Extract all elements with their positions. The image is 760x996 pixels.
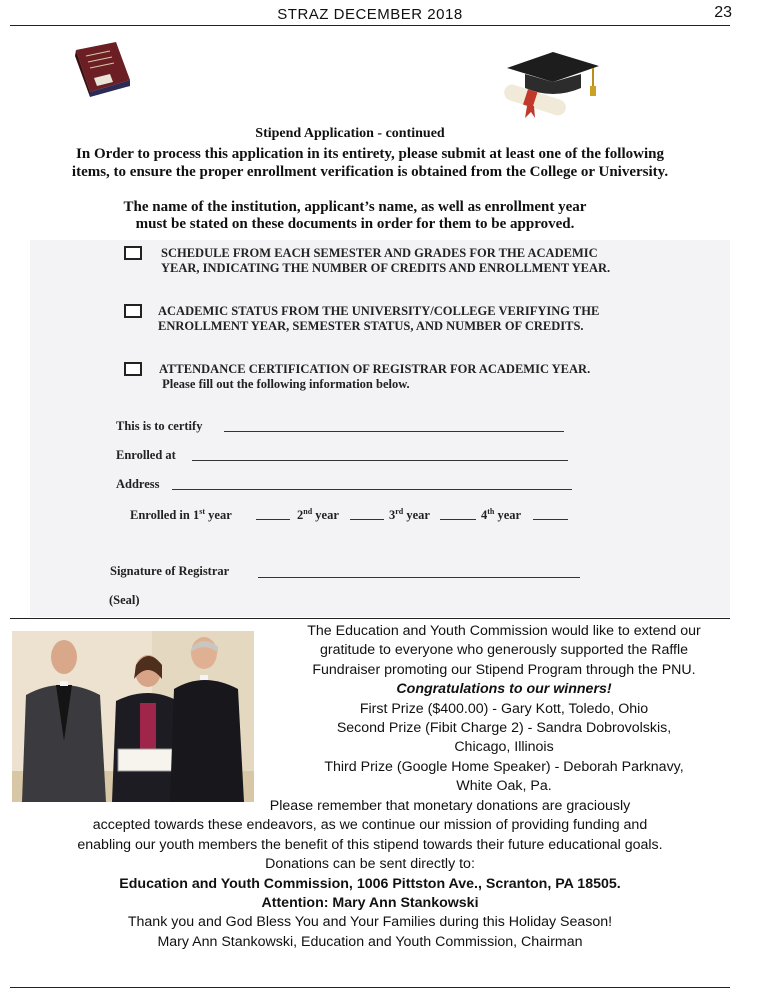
third-prize: Third Prize (Google Home Speaker) - Deborah Parknavy, xyxy=(324,758,684,775)
footer-divider xyxy=(10,987,730,988)
ordinal-suffix: nd xyxy=(303,507,313,516)
enrolled-at-field[interactable] xyxy=(192,460,568,461)
congrats-heading: Congratulations to our winners! xyxy=(396,681,612,698)
article-line: Donations can be sent directly to: xyxy=(265,856,475,873)
year-4-field[interactable] xyxy=(533,519,568,520)
certify-field[interactable] xyxy=(224,431,564,432)
option-academic-status xyxy=(158,304,599,334)
winners-photo xyxy=(12,631,254,802)
checkbox-academic-status[interactable] xyxy=(124,304,142,318)
intro-line: items, to ensure the proper enrollment verification is obtained from the College or University. xyxy=(71,164,669,180)
third-prize: White Oak, Pa. xyxy=(456,778,552,795)
year-word: year xyxy=(403,508,430,523)
mailing-address: Education and Youth Commission, 1006 Pittston Ave., Scranton, PA 18505. xyxy=(119,875,621,892)
ordinal-suffix: th xyxy=(487,507,495,516)
section-divider xyxy=(10,618,730,619)
enrolled-at-label: Enrolled at xyxy=(116,448,176,462)
signature-field[interactable] xyxy=(258,577,580,578)
option-attendance xyxy=(159,362,590,392)
thanks-line: Thank you and God Bless You and Your Families during this Holiday Season! xyxy=(127,914,613,931)
option-schedule xyxy=(161,246,610,276)
seal-label: (Seal) xyxy=(109,593,140,607)
year-2-field[interactable] xyxy=(350,519,384,520)
article-closing xyxy=(10,797,730,952)
year-number: 3 xyxy=(389,508,396,523)
second-prize: Second Prize (Fibit Charge 2) - Sandra Dobrovolskis, xyxy=(336,720,672,737)
form-intro xyxy=(10,145,730,181)
year-1-field[interactable] xyxy=(256,519,290,520)
enrolled-in-label xyxy=(130,507,232,523)
address-label: Address xyxy=(116,477,160,491)
checkbox-attendance[interactable] xyxy=(124,362,142,376)
option-text: ENROLLMENT YEAR, SEMESTER STATUS, AND NUMBER OF CREDITS. xyxy=(158,319,584,333)
article-line: enabling our youth members the benefit of this stipend towards their future educational goals. xyxy=(77,836,663,853)
form-note xyxy=(30,199,680,233)
year-word: year xyxy=(312,508,339,523)
article-line: Fundraiser promoting our Stipend Program through the PNU. xyxy=(312,661,696,678)
note-line: The name of the institution, applicant’s name, as well as enrollment year xyxy=(123,199,587,215)
option-text: SCHEDULE FROM EACH SEMESTER AND GRADES FOR THE ACADEMIC xyxy=(161,246,598,260)
option-text: ATTENDANCE CERTIFICATION OF REGISTRAR FOR ACADEMIC YEAR. xyxy=(159,362,591,376)
intro-line: In Order to process this application in its entirety, please submit at least one of the following xyxy=(76,146,664,162)
year-number: 2 xyxy=(297,508,304,523)
form-subtitle: Stipend Application - continued xyxy=(255,126,445,141)
signoff-line: Mary Ann Stankowski, Education and Youth Commission, Chairman xyxy=(157,933,583,950)
note-line: must be stated on these documents in order for them to be approved. xyxy=(135,216,575,232)
ordinal-suffix: rd xyxy=(395,507,404,516)
page-number: 23 xyxy=(714,4,732,21)
option-text: ACADEMIC STATUS FROM THE UNIVERSITY/COLLEGE VERIFYING THE xyxy=(158,304,600,318)
graduation-cap-icon xyxy=(495,48,605,120)
article-line: Please remember that monetary donations are graciously xyxy=(269,798,631,814)
second-prize: Chicago, Illinois xyxy=(454,739,554,756)
year-3-label xyxy=(389,507,430,523)
option-text: Please fill out the following information below. xyxy=(159,377,410,391)
book-icon xyxy=(72,40,134,98)
article-line: The Education and Youth Commission would like to extend our xyxy=(307,623,701,639)
newsletter-title: STRAZ DECEMBER 2018 xyxy=(277,6,463,23)
ordinal-suffix: st xyxy=(199,507,206,516)
header-divider xyxy=(10,25,730,26)
attention-line: Attention: Mary Ann Stankowski xyxy=(261,895,479,912)
year-4-label xyxy=(481,507,521,523)
signature-label: Signature of Registrar xyxy=(110,564,230,578)
option-text: YEAR, INDICATING THE NUMBER OF CREDITS AND ENROLLMENT YEAR. xyxy=(161,261,611,275)
article-line: gratitude to everyone who generously supported the Raffle xyxy=(319,642,689,659)
checkbox-schedule[interactable] xyxy=(124,246,142,260)
year-word: year xyxy=(494,508,522,523)
article-intro xyxy=(270,622,738,797)
winners-photo-illustration xyxy=(12,631,254,802)
enrolled-in-text: Enrolled in 1 xyxy=(130,508,200,523)
year-2-label xyxy=(297,507,339,523)
year-number: 4 xyxy=(481,508,488,523)
article-line: accepted towards these endeavors, as we continue our mission of providing funding and xyxy=(92,817,648,834)
first-prize: First Prize ($400.00) - Gary Kott, Toledo, Ohio xyxy=(359,700,649,717)
year-word: year xyxy=(205,508,232,523)
address-field[interactable] xyxy=(172,489,572,490)
certify-label: This is to certify xyxy=(116,419,203,433)
year-3-field[interactable] xyxy=(440,519,476,520)
